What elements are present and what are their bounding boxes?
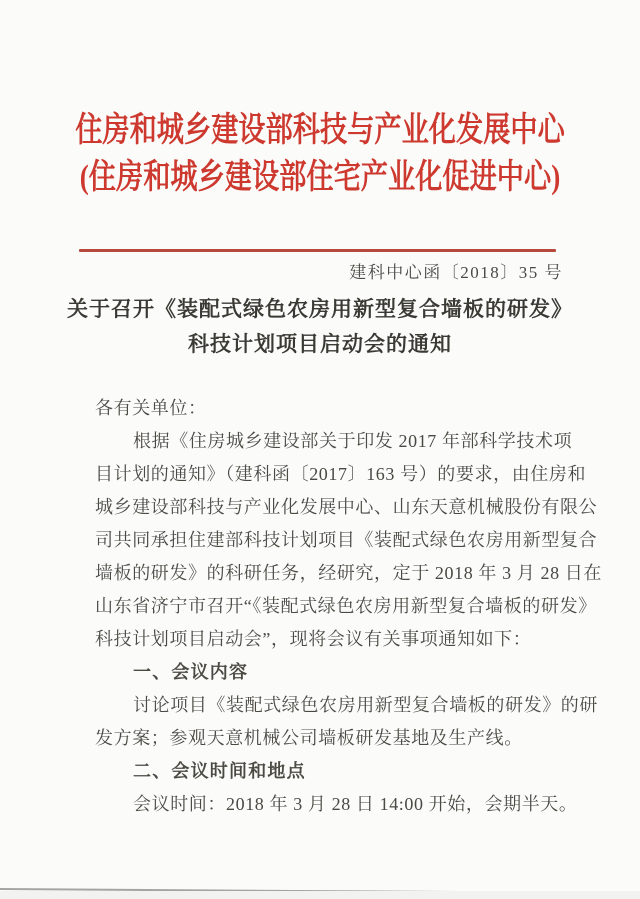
salutation: 各有关单位： bbox=[95, 398, 207, 418]
paragraph1-line: 城乡建设部科技与产业化发展中心、山东天意机械股份有限公 bbox=[95, 497, 598, 517]
document-number: 建科中心函〔2018〕35 号 bbox=[349, 263, 563, 282]
paragraph1-line: 司共同承担住建部科技计划项目《装配式绿色农房用新型复合 bbox=[95, 530, 598, 550]
notice-title-line2: 科技计划项目启动会的通知 bbox=[188, 332, 452, 356]
paragraph1-line: 目计划的通知》（建科函〔2017〕163 号）的要求，由住房和 bbox=[95, 464, 587, 484]
letterhead-divider-rule bbox=[79, 249, 556, 252]
paragraph1-line: 科技计划项目启动会”，现将会议有关事项通知如下： bbox=[95, 629, 532, 649]
scan-background-below-page bbox=[0, 891, 640, 899]
paragraph1-line: 根据《住房城乡建设部关于印发 2017 年部科学技术项 bbox=[133, 431, 573, 451]
notice-title-line1: 关于召开《装配式绿色农房用新型复合墙板的研发》 bbox=[67, 297, 573, 321]
letterhead-org-name: 住房和城乡建设部科技与产业化发展中心 bbox=[75, 112, 565, 149]
notice-title bbox=[0, 292, 640, 362]
section1-line: 发方案；参观天意机械公司墙板研发基地及生产线。 bbox=[95, 728, 523, 748]
paragraph1-line: 山东省济宁市召开“《装配式绿色农房用新型复合墙板的研发》 bbox=[95, 596, 597, 616]
paragraph1-line: 墙板的研发》的科研任务，经研究，定于 2018 年 3 月 28 日在 bbox=[95, 563, 602, 583]
section2-line: 会议时间：2018 年 3 月 28 日 14:00 开始，会期半天。 bbox=[133, 794, 578, 814]
letterhead bbox=[0, 107, 640, 201]
section1-heading: 一、会议内容 bbox=[133, 662, 249, 682]
section2-heading: 二、会议时间和地点 bbox=[133, 761, 306, 781]
notice-body bbox=[95, 392, 602, 821]
section1-line: 讨论项目《装配式绿色农房用新型复合墙板的研发》的研 bbox=[133, 695, 598, 715]
letterhead-org-alt-name: (住房和城乡建设部住宅产业化促进中心) bbox=[79, 159, 561, 196]
